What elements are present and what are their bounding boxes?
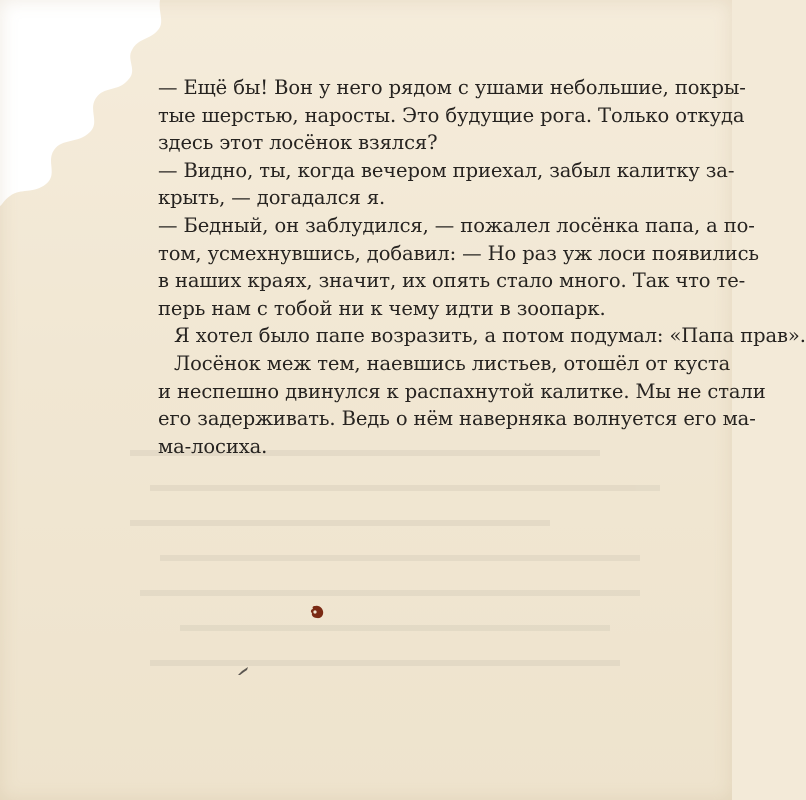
paragraph-4 — [158, 322, 806, 350]
text-line: том, усмехнувшись, добавил: — Но раз уж лоси появились — [158, 241, 759, 265]
text-line: в наших краях, значит, их опять стало много. Так что те- — [158, 269, 746, 293]
text-line: перь нам с тобой ни к чему идти в зоопарк. — [158, 296, 606, 320]
paragraph-2 — [158, 157, 735, 212]
text-line: крыть, — догадался я. — [158, 186, 386, 210]
text-line: его задерживать. Ведь о нём наверняка волнуется его ма- — [158, 407, 756, 431]
paragraph-3 — [158, 212, 759, 322]
text-line: тые шерстью, наросты. Это будущие рога. Только откуда — [158, 103, 745, 127]
text-line: ма-лосиха. — [158, 434, 268, 458]
body-text — [158, 74, 806, 460]
text-line: — Ещё бы! Вон у него рядом с ушами небольшие, покры- — [158, 76, 746, 99]
show-through-texture — [120, 430, 680, 730]
paragraph-5 — [158, 350, 766, 460]
text-line: Я хотел было папе возразить, а потом подумал: «Папа прав». — [174, 324, 806, 348]
text-line: здесь этот лосёнок взялся? — [158, 131, 438, 155]
text-line: и неспешно двинулся к распахнутой калитке. Мы не стали — [158, 379, 766, 403]
ink-stain — [309, 604, 325, 620]
text-line: Лосёнок меж тем, наевшись листьев, отошёл от куста — [174, 351, 731, 375]
paragraph-1 — [158, 74, 746, 157]
text-line: — Видно, ты, когда вечером приехал, забыл калитку за- — [158, 158, 735, 182]
dust-speck — [236, 665, 250, 677]
text-line: — Бедный, он заблудился, — пожалел лосёнка папа, а по- — [158, 213, 755, 237]
